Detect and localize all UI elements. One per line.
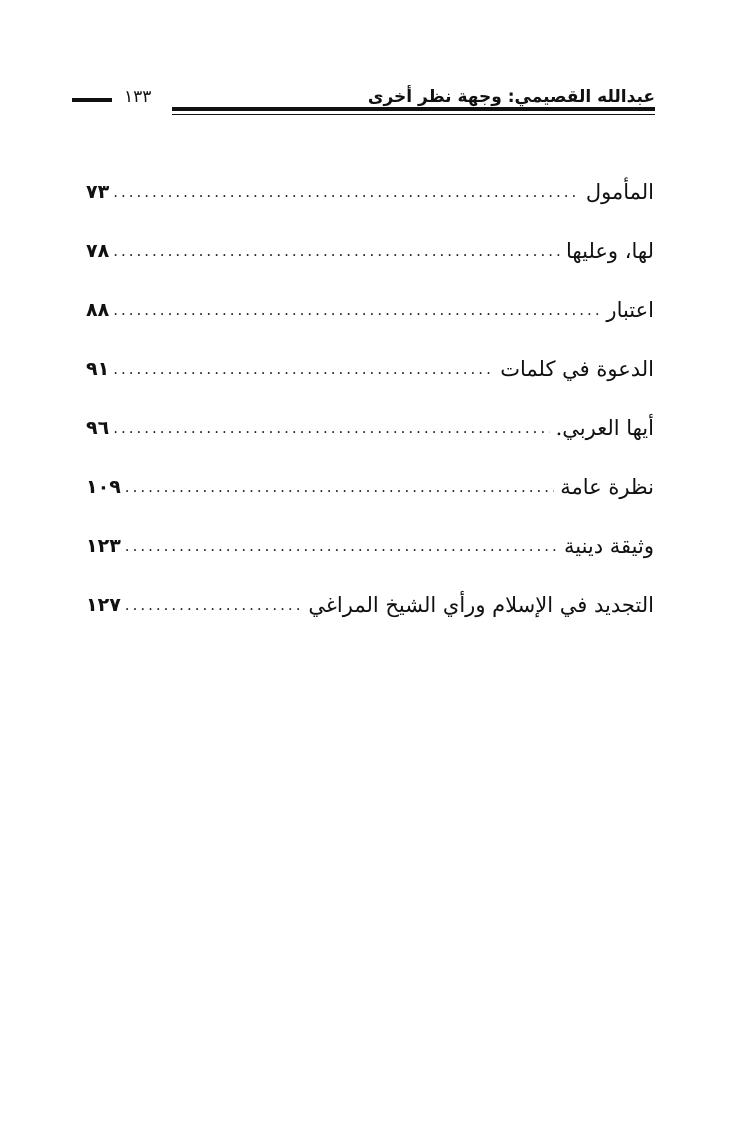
running-header <box>72 86 655 120</box>
toc-entry <box>86 209 654 268</box>
toc-entry <box>86 386 654 445</box>
toc-entry <box>86 150 654 209</box>
toc-entry-title: أيها العربي. <box>555 416 654 440</box>
toc-dot-leader <box>113 352 494 386</box>
header-title: عبدالله القصيمي: وجهة نظر أخرى <box>367 87 655 107</box>
toc-entry-page: ٩٦ <box>86 417 110 439</box>
toc-entry-title: اعتبار <box>606 298 654 322</box>
toc-entry-page: ٧٨ <box>86 240 110 262</box>
toc-dot-leader <box>113 234 560 268</box>
toc-entry-title: لها، وعليها <box>566 239 654 263</box>
toc-dot-leader <box>125 470 554 504</box>
toc-entry <box>86 445 654 504</box>
table-of-contents <box>86 150 654 622</box>
toc-entry <box>86 563 654 622</box>
toc-dot-leader <box>113 293 600 327</box>
toc-entry <box>86 504 654 563</box>
toc-entry-title: نظرة عامة <box>560 475 654 499</box>
toc-entry-title: الدعوة في كلمات <box>500 357 654 381</box>
toc-entry-page: ٧٣ <box>86 181 110 203</box>
toc-entry-title: التجديد في الإسلام ورأي الشيخ المراغي <box>308 593 654 617</box>
toc-entry <box>86 268 654 327</box>
toc-dot-leader <box>125 529 558 563</box>
toc-entry-page: ١٢٣ <box>86 535 121 557</box>
toc-dot-leader <box>113 175 580 209</box>
toc-entry-page: ٩١ <box>86 358 110 380</box>
toc-entry <box>86 327 654 386</box>
header-rule-thin <box>172 114 655 115</box>
toc-entry-title: المأمول <box>585 180 654 204</box>
toc-dot-leader <box>113 411 549 445</box>
toc-entry-page: ١٠٩ <box>86 476 121 498</box>
toc-entry-title: وثيقة دينية <box>563 534 654 558</box>
header-left-mark <box>72 98 112 102</box>
header-rule <box>172 107 655 111</box>
toc-entry-page: ٨٨ <box>86 299 110 321</box>
header-page-number: ١٣٣ <box>124 87 152 107</box>
toc-entry-page: ١٢٧ <box>86 594 121 616</box>
toc-dot-leader <box>125 588 303 622</box>
